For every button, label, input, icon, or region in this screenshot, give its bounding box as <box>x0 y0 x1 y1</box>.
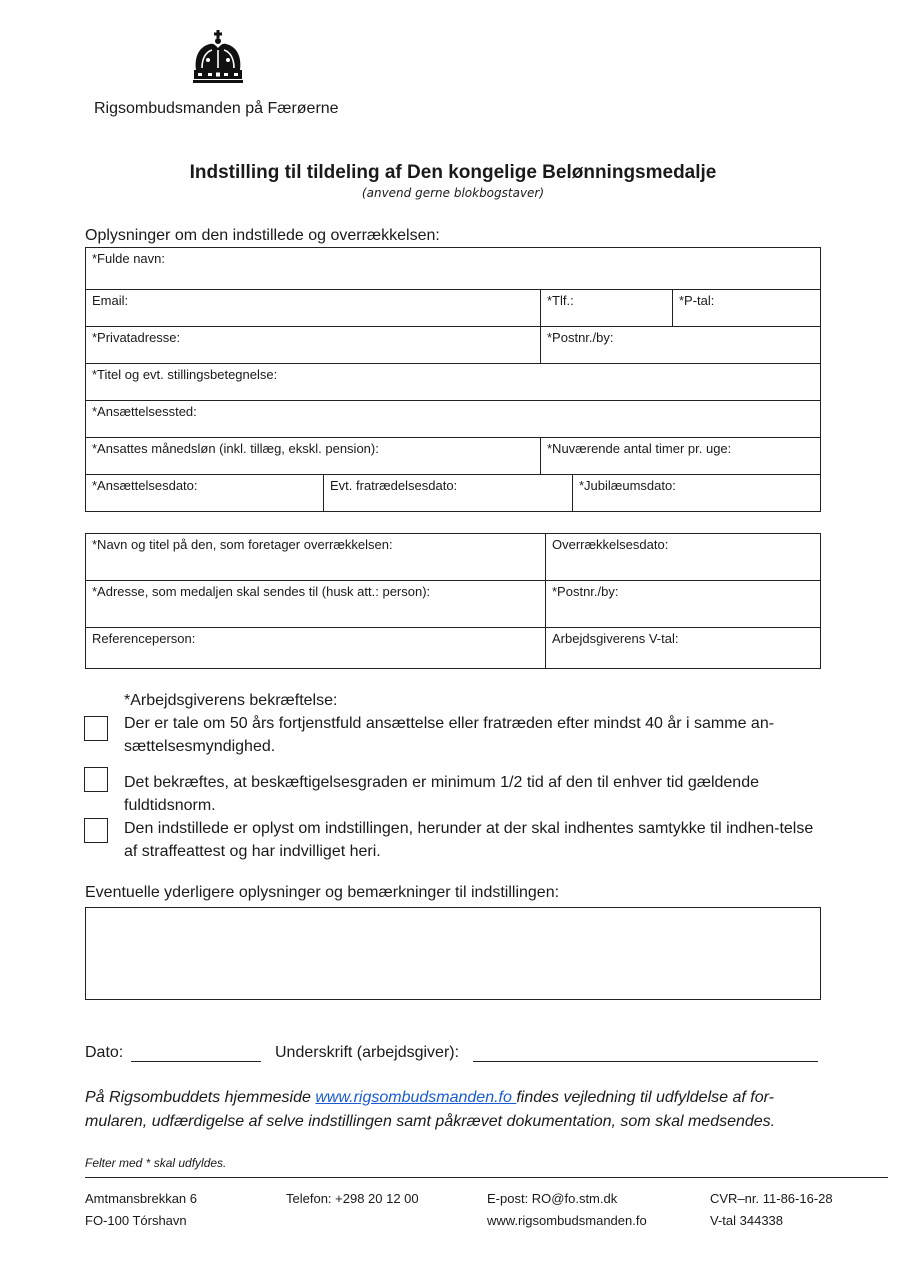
field-label: *Fulde navn: <box>92 251 165 266</box>
private-address-field[interactable] <box>86 327 540 363</box>
weekly-hours-field[interactable] <box>540 438 820 474</box>
date-label: Dato: <box>85 1044 124 1061</box>
field-label: *Ansættelsesdato: <box>92 478 198 493</box>
delivery-address-field[interactable] <box>86 581 545 627</box>
field-label: Email: <box>92 293 129 308</box>
table-row <box>86 326 820 363</box>
postal-city-field[interactable] <box>540 327 820 363</box>
field-label: *Tlf.: <box>547 293 574 308</box>
confirmation-checkbox-3[interactable] <box>84 818 108 843</box>
email-field[interactable] <box>86 290 540 326</box>
footer-registration <box>710 1188 833 1232</box>
phone-field[interactable] <box>540 290 672 326</box>
field-label: *Privatadresse: <box>92 330 181 345</box>
presentation-info-table <box>85 533 821 669</box>
confirmation-intro: *Arbejdsgiverens bekræftelse: <box>124 692 338 709</box>
field-label: Evt. fratrædelsesdato: <box>330 478 458 493</box>
reference-person-field[interactable] <box>86 628 545 668</box>
footer-vtal: V-tal 344338 <box>710 1213 784 1228</box>
signature-row <box>85 1044 821 1068</box>
table-row <box>86 580 820 627</box>
footer-website: www.rigsombudsmanden.fo <box>487 1213 647 1228</box>
required-fields-note: Felter med * skal udfyldes. <box>85 1156 227 1170</box>
confirmation-checkbox-2[interactable] <box>84 767 108 792</box>
section1-label: Oplysninger om den indstillede og overrækkelsen: <box>85 227 440 244</box>
footer-contact <box>487 1188 647 1232</box>
presentation-date-field[interactable] <box>545 534 820 580</box>
field-label: *Nuværende antal timer pr. uge: <box>547 441 732 456</box>
footer-cvr: CVR–nr. 11-86-16-28 <box>710 1191 833 1206</box>
field-label: *Postnr./by: <box>547 330 614 345</box>
footer-email: E-post: RO@fo.stm.dk <box>487 1191 618 1206</box>
resignation-date-field[interactable] <box>323 475 572 511</box>
form-title: Indstilling til tildeling af Den kongelige Belønningsmedalje <box>189 162 717 183</box>
confirmation-text-2: Det bekræftes, at beskæftigelsesgraden er minimum 1/2 tid af den til enhver tid gældende fuldtidsnorm. <box>124 774 759 814</box>
table-row <box>86 474 820 511</box>
field-label: *Jubilæumsdato: <box>579 478 676 493</box>
field-label: *Postnr./by: <box>552 584 619 599</box>
field-label: *P-tal: <box>679 293 715 308</box>
confirmation-checkbox-1[interactable] <box>84 716 108 741</box>
delivery-postal-city-field[interactable] <box>545 581 820 627</box>
monthly-salary-field[interactable] <box>86 438 540 474</box>
royal-crown-icon <box>190 30 246 84</box>
footer-address-line2: FO-100 Tórshavn <box>85 1213 187 1228</box>
job-title-field[interactable] <box>86 364 820 400</box>
field-label: Referenceperson: <box>92 631 196 646</box>
date-line[interactable] <box>131 1061 261 1062</box>
presenter-field[interactable] <box>86 534 545 580</box>
workplace-field[interactable] <box>86 401 820 437</box>
table-row <box>86 627 820 668</box>
field-label: *Ansættelsessted: <box>92 404 197 419</box>
table-row <box>86 534 820 580</box>
full-name-field[interactable] <box>86 248 820 289</box>
form-subtitle: (anvend gerne blokbogstaver) <box>361 186 545 200</box>
field-label: Arbejdsgiverens V-tal: <box>552 631 679 646</box>
field-label: *Adresse, som medaljen skal sendes til (husk att.: person): <box>92 584 431 599</box>
table-row <box>86 363 820 400</box>
field-label: *Ansattes månedsløn (inkl. tillæg, ekskl. pension): <box>92 441 379 456</box>
nominee-info-table <box>85 247 821 512</box>
footer-phone-text: Telefon: +298 20 12 00 <box>286 1191 419 1206</box>
table-row <box>86 400 820 437</box>
field-label: *Navn og titel på den, som foretager overrækkelsen: <box>92 537 393 552</box>
website-link[interactable]: www.rigsombudsmanden.fo <box>315 1089 517 1106</box>
field-label: Overrækkelsesdato: <box>552 537 669 552</box>
employment-date-field[interactable] <box>86 475 323 511</box>
guidance-text-after: findes vejledning til udfyldelse af for-mularen, udfærdigelse af selve indstillingen samt påkrævet dokumentation, som skal medsendes. <box>85 1089 776 1130</box>
confirmation-text-1: Der er tale om 50 års fortjenstfuld ansættelse eller fratræden efter mindst 40 år i samme an-sættelsesmyndighed. <box>124 715 775 755</box>
remarks-textarea[interactable] <box>85 907 821 1000</box>
table-row <box>86 437 820 474</box>
guidance-text-before: På Rigsombuddets hjemmeside <box>85 1089 316 1106</box>
footer-address-line1: Amtmansbrekkan 6 <box>85 1191 197 1206</box>
employer-vtal-field[interactable] <box>545 628 820 668</box>
ptal-field[interactable] <box>672 290 820 326</box>
footer-address <box>85 1188 197 1232</box>
organization-name: Rigsombudsmanden på Færøerne <box>94 100 339 117</box>
signature-label: Underskrift (arbejdsgiver): <box>275 1044 460 1061</box>
guidance-note <box>85 1086 825 1134</box>
table-row <box>86 289 820 326</box>
remarks-label: Eventuelle yderligere oplysninger og bemærkninger til indstillingen: <box>85 884 560 901</box>
confirmation-text-3: Den indstillede er oplyst om indstillingen, herunder at der skal indhentes samtykke til indhen-telse af straffeattest og har indvilliget heri. <box>124 820 814 860</box>
field-label: *Titel og evt. stillingsbetegnelse: <box>92 367 278 382</box>
table-row <box>86 248 820 289</box>
jubilee-date-field[interactable] <box>572 475 820 511</box>
signature-line[interactable] <box>473 1061 818 1062</box>
footer-divider <box>85 1177 888 1178</box>
footer-phone <box>286 1188 419 1210</box>
